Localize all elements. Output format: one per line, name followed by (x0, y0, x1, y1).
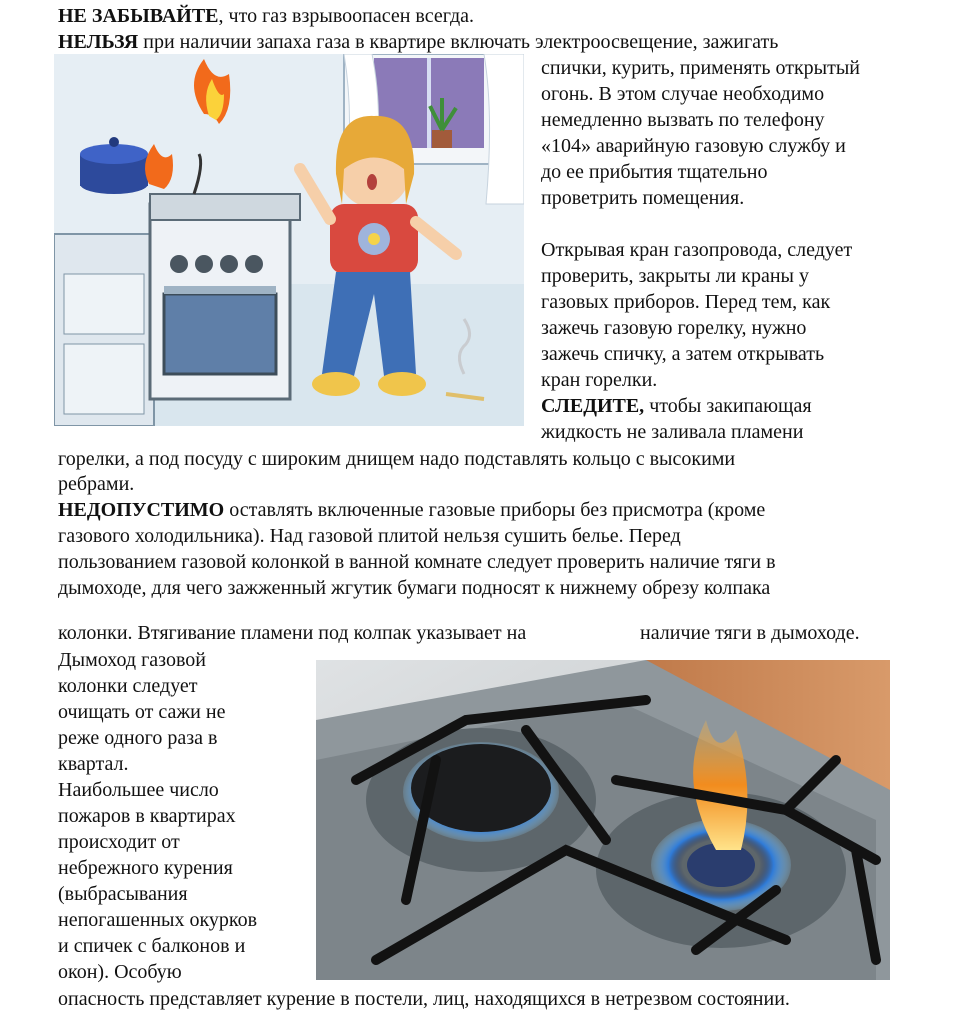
para-forbidden-line-2: спички, курить, применять открытый (541, 57, 860, 79)
para-forbidden-line-4: немедленно вызвать по телефону (541, 109, 825, 131)
para-valve-line-4: зажечь газовую горелку, нужно (541, 317, 807, 339)
para-smoking-line-4: небрежного курения (58, 857, 233, 879)
para-smoking-line-7: и спичек с балконов и (58, 935, 246, 957)
para-watch-line-4: ребрами. (58, 473, 135, 495)
para-smoking-line-3: происходит от (58, 831, 180, 853)
gas-stove-burners-photo (316, 660, 890, 980)
para-watch-line-1: СЛЕДИТЕ, чтобы закипающая (541, 395, 812, 417)
para-unacceptable-line-5b: наличие тяги в дымоходе. (640, 622, 860, 644)
para-smoking-line-9: опасность представляет курение в постели, лиц, находящихся в нетрезвом состоянии. (58, 988, 790, 1010)
para-smoking-line-6: непогашенных окурков (58, 909, 258, 931)
para-valve-line-3: газовых приборов. Перед тем, как (541, 291, 831, 313)
para-watch-line-3: горелки, а под посуду с широким днищем надо подставлять кольцо с высокими (58, 448, 736, 470)
para-smoking-line-2: пожаров в квартирах (58, 805, 236, 827)
para-valve-line-6: кран горелки. (541, 369, 658, 391)
para-forbidden-line-5: «104» аварийную газовую службу и (541, 135, 846, 157)
para-valve-line-1: Открывая кран газопровода, следует (541, 239, 853, 261)
para-forbidden-line-7: проветрить помещения. (541, 187, 745, 209)
para-chimney-line-1: Дымоход газовой (58, 649, 206, 671)
para-chimney-line-4: реже одного раза в (58, 727, 218, 749)
para-smoking-line-8: окон). Особую (58, 961, 182, 983)
para-unacceptable-line-4: дымоходе, для чего зажженный жгутик бумаги подносят к нижнему обрезу колпака (58, 577, 771, 599)
para-smoking-line-1: Наибольшее число (58, 779, 219, 801)
para-unacceptable-line-1: НЕДОПУСТИМО оставлять включенные газовые приборы без присмотра (кроме (58, 499, 766, 521)
para-unacceptable-line-5a: колонки. Втягивание пламени под колпак указывает на (58, 622, 527, 644)
para-forbidden-line-1: НЕЛЬЗЯ при наличии запаха газа в квартире включать электроосвещение, зажигать (58, 31, 779, 53)
para-chimney-line-5: квартал. (58, 753, 129, 775)
para-warning-line-1: НЕ ЗАБЫВАЙТЕ, что газ взрывоопасен всегда. (58, 5, 474, 27)
para-smoking-line-5: (выбрасывания (58, 883, 188, 905)
para-watch-line-2: жидкость не заливала пламени (541, 421, 804, 443)
kitchen-fire-illustration (54, 54, 524, 426)
para-forbidden-line-3: огонь. В этом случае необходимо (541, 83, 825, 105)
para-valve-line-2: проверить, закрыты ли краны у (541, 265, 809, 287)
para-chimney-line-3: очищать от сажи не (58, 701, 226, 723)
para-unacceptable-line-3: пользованием газовой колонкой в ванной комнате следует проверить наличие тяги в (58, 551, 776, 573)
para-chimney-line-2: колонки следует (58, 675, 198, 697)
para-unacceptable-line-2: газового холодильника). Над газовой плитой нельзя сушить белье. Перед (58, 525, 681, 547)
para-valve-line-5: зажечь спичку, а затем открывать (541, 343, 825, 365)
para-forbidden-line-6: до ее прибытия тщательно (541, 161, 768, 183)
